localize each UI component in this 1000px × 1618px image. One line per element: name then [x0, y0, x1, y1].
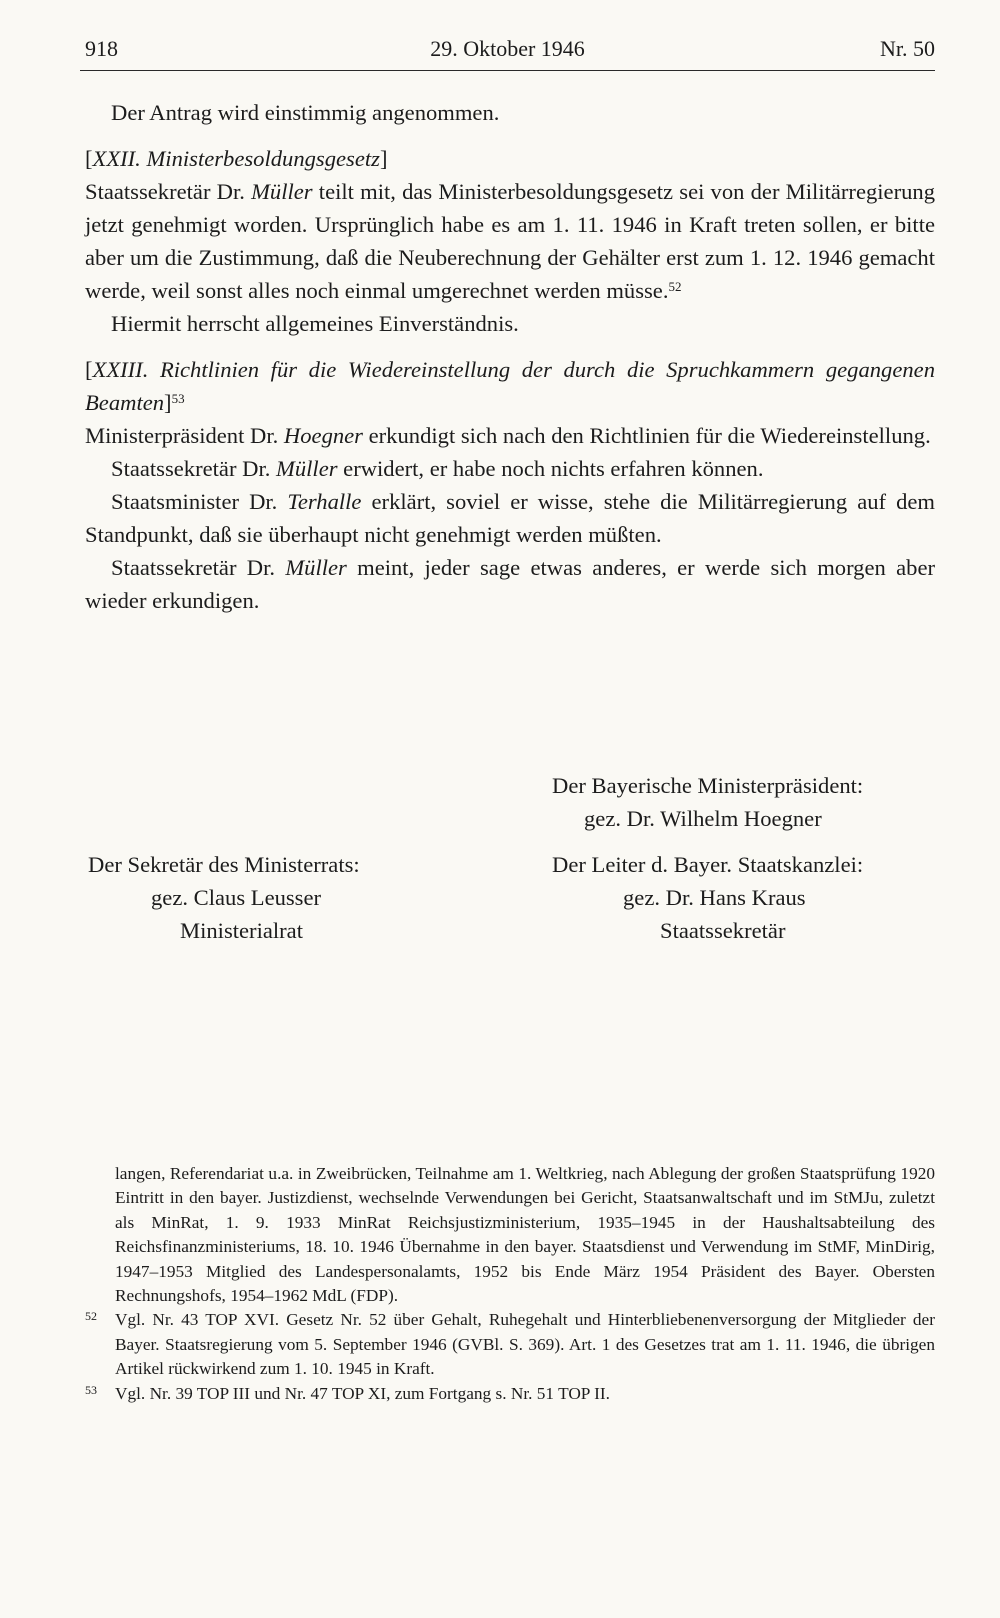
signature-name: gez. Dr. Hans Kraus — [623, 885, 806, 910]
bracket-close: ] — [164, 390, 172, 415]
footnote-text: Vgl. Nr. 43 TOP XVI. Gesetz Nr. 52 über Gehalt, Ruhegehalt und Hinterbliebenenversorgung der Mitglieder der Bayer. Staatsregierung vom 5. September 1946 (GVBl. S. 369). Art. 1 des Gesetzes trat am 1. 11. 1946, die übrigen Artikel rückwirkend zum 1. 10. 1945 in Kraft. — [115, 1310, 935, 1379]
intro-paragraph: Der Antrag wird einstimmig angenommen. — [111, 100, 500, 125]
agenda-heading-xxiii — [85, 353, 935, 419]
paragraph-text: erklärt, soviel er wisse, stehe die Militärregierung auf dem Standpunkt, daß sie überhaupt nicht genehmigt werden müßten. — [85, 489, 935, 547]
agenda-title: Ministerbesoldungsgesetz — [146, 146, 380, 171]
speaker-name: Terhalle — [287, 489, 362, 514]
footnote-ref-52: 52 — [668, 279, 682, 294]
speaker-role: Staatsminister — [111, 489, 250, 514]
signature-sekretaer — [88, 848, 360, 947]
footnote-ref-53: 53 — [171, 391, 185, 406]
paragraph-text: meint, jeder sage etwas anderes, er werde sich morgen aber wieder erkundigen. — [85, 555, 935, 613]
bracket-open: [ — [85, 146, 93, 171]
signature-title: Der Leiter d. Bayer. Staatskanzlei: — [552, 852, 864, 877]
paragraph-text: erwidert, er habe noch nichts erfahren können. — [337, 456, 764, 481]
paragraph-text: erkundigt sich nach den Richtlinien für die Wiedereinstellung. — [362, 423, 931, 448]
footnote-number: 52 — [85, 1309, 97, 1324]
speaker-name: Hoegner — [283, 423, 363, 448]
speaker-title: Dr. — [250, 423, 284, 448]
issue-number: Nr. 50 — [880, 36, 935, 61]
paragraph — [85, 452, 935, 485]
paragraph-text: teilt mit, das Ministerbesoldungsgesetz sei von der Militärregierung jetzt genehmigt worden. Ursprünglich habe es am 1. 11. 1946 in Kraft treten sollen, er bitte aber um die Zustimmung, daß die Neuberechnung der Gehälter erst zum 1. 12. 1946 gemacht werde, weil sonst alles noch einmal umgerechnet werden müsse. — [85, 179, 935, 303]
paragraph — [85, 175, 935, 307]
signature-title: Der Sekretär des Ministerrats: — [88, 852, 360, 877]
speaker-title: Dr. — [249, 489, 288, 514]
speaker-role: Ministerpräsident — [85, 423, 251, 448]
speaker-name: Müller — [276, 456, 338, 481]
speaker-title: Dr. — [216, 179, 252, 204]
agenda-heading-xxii — [85, 142, 935, 175]
signature-rank: Ministerialrat — [180, 918, 303, 943]
speaker-role: Staatssekretär — [111, 456, 243, 481]
footnotes — [85, 1162, 935, 1406]
main-text — [85, 96, 935, 617]
footnote-text: Vgl. Nr. 39 TOP III und Nr. 47 TOP XI, zum Fortgang s. Nr. 51 TOP II. — [115, 1383, 610, 1403]
speaker-role: Staatssekretär — [111, 555, 247, 580]
paragraph: Hiermit herrscht allgemeines Einverständnis. — [111, 311, 519, 336]
bracket-open: [ — [85, 357, 93, 382]
agenda-number: XXIII. — [92, 357, 160, 382]
speaker-name: Müller — [285, 555, 347, 580]
agenda-number: XXII. — [92, 146, 147, 171]
page-number: 918 — [85, 36, 118, 61]
footnote-52 — [85, 1308, 935, 1381]
speaker-name: Müller — [251, 179, 313, 204]
bracket-close: ] — [379, 146, 388, 171]
footnote-53 — [85, 1382, 935, 1406]
footnote-number: 53 — [85, 1382, 97, 1397]
signature-rank: Staatssekretär — [660, 918, 786, 943]
running-header — [80, 34, 935, 71]
paragraph — [85, 419, 935, 452]
speaker-title: Dr. — [246, 555, 286, 580]
agenda-title: Richtlinien für die Wiedereinstellung der durch die Spruchkammern gegangenen Beamten — [85, 357, 935, 415]
signature-name: gez. Claus Leusser — [151, 885, 322, 910]
speaker-title: Dr. — [242, 456, 277, 481]
speaker-role: Staatssekretär — [85, 179, 217, 204]
paragraph — [85, 485, 935, 551]
header-date: 29. Oktober 1946 — [430, 36, 585, 61]
footnote-continuation: langen, Referendariat u.a. in Zweibrücken, Teilnahme am 1. Weltkrieg, nach Ablegung der großen Staatsprüfung 1920 Eintritt in den bayer. Justizdienst, wechselnde Verwendungen bei Gericht, Staatsanwaltschaft und im StMJu, zuletzt als MinRat, 1. 9. 1933 MinRat Reichsjustizministerium, 1935–1945 in der Haushaltsabteilung des Reichsfinanzministeriums, 18. 10. 1946 Übernahme in den bayer. Staatsdienst und Verwendung im StMF, MinDirig, 1947–1953 Mitglied des Landespersonalamts, 1952 bis Ende März 1954 Präsident des Bayer. Obersten Rechnungshofs, 1954–1962 MdL (FDP). — [115, 1164, 935, 1306]
signature-name: gez. Dr. Wilhelm Hoegner — [584, 806, 822, 831]
signature-ministerpraesident — [552, 769, 863, 835]
signature-staatskanzlei — [552, 848, 863, 947]
signature-title: Der Bayerische Ministerpräsident: — [552, 773, 864, 798]
paragraph — [85, 551, 935, 617]
